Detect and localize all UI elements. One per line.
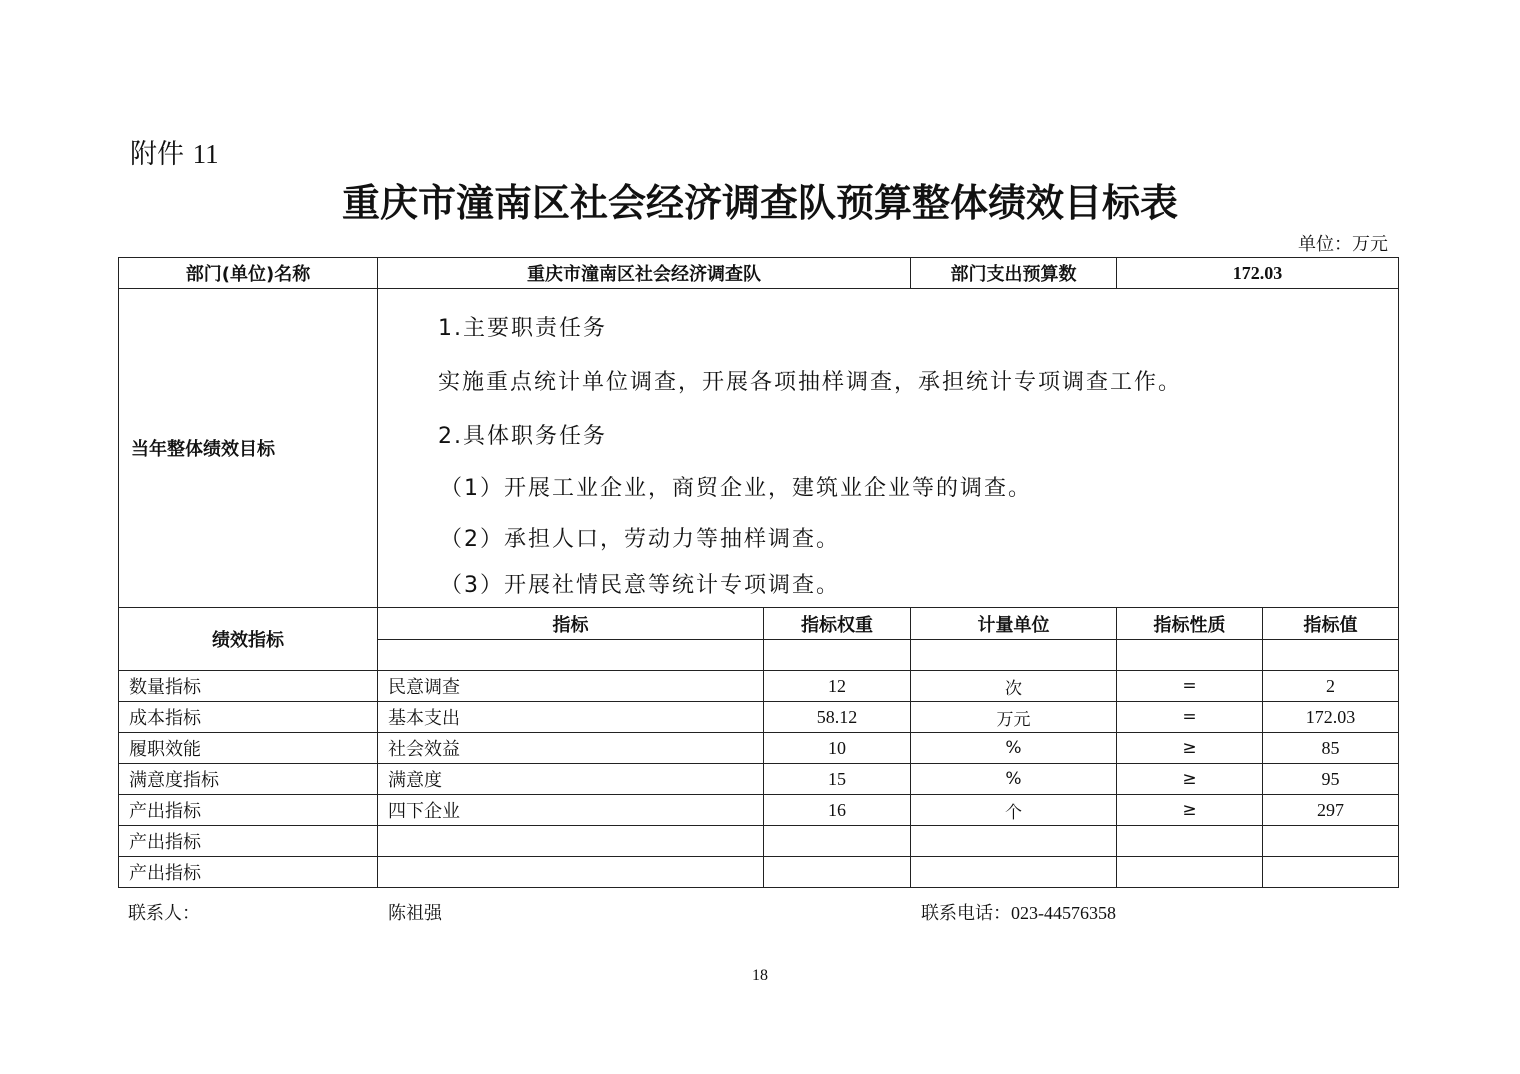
row-nature: = bbox=[1117, 671, 1263, 702]
page-number: 18 bbox=[752, 967, 768, 984]
col-indicator: 指标 bbox=[378, 608, 764, 640]
row-value: 85 bbox=[1263, 733, 1399, 764]
row-category: 履职效能 bbox=[119, 733, 378, 764]
budget-value: 172.03 bbox=[1117, 258, 1399, 289]
col-nature: 指标性质 bbox=[1117, 608, 1263, 640]
table-row bbox=[119, 733, 1399, 764]
row-weight: 16 bbox=[764, 795, 911, 826]
row-category: 产出指标 bbox=[119, 826, 378, 857]
row-name: 基本支出 bbox=[378, 702, 764, 733]
performance-table bbox=[118, 257, 1399, 888]
header-row bbox=[119, 258, 1399, 289]
dept-name-value: 重庆市潼南区社会经济调查队 bbox=[378, 258, 911, 289]
row-category: 数量指标 bbox=[119, 671, 378, 702]
row-weight: 58.12 bbox=[764, 702, 911, 733]
row-value: 2 bbox=[1263, 671, 1399, 702]
attachment-label bbox=[130, 132, 219, 171]
table-row bbox=[119, 671, 1399, 702]
goal-line-5: （2）承担人口，劳动力等抽样调查。 bbox=[440, 527, 840, 552]
row-weight: 12 bbox=[764, 671, 911, 702]
row-name bbox=[378, 857, 764, 888]
row-unit: 次 bbox=[911, 671, 1117, 702]
contact-label: 联系人： bbox=[128, 903, 200, 924]
dept-name-label: 部门(单位)名称 bbox=[119, 258, 378, 289]
row-category: 产出指标 bbox=[119, 795, 378, 826]
row-name bbox=[378, 826, 764, 857]
table-row bbox=[119, 826, 1399, 857]
row-nature: ≥ bbox=[1117, 795, 1263, 826]
row-value: 95 bbox=[1263, 764, 1399, 795]
row-weight bbox=[764, 857, 911, 888]
table-row bbox=[119, 764, 1399, 795]
goal-line-1: 1.主要职责任务 bbox=[438, 316, 607, 341]
page-title: 重庆市潼南区社会经济调查队预算整体绩效目标表 bbox=[341, 180, 1178, 225]
row-nature bbox=[1117, 826, 1263, 857]
attachment-number: 11 bbox=[192, 139, 219, 169]
row-name: 满意度 bbox=[378, 764, 764, 795]
row-category: 满意度指标 bbox=[119, 764, 378, 795]
row-nature bbox=[1117, 857, 1263, 888]
col-value: 指标值 bbox=[1263, 608, 1399, 640]
row-value: 297 bbox=[1263, 795, 1399, 826]
goal-label: 当年整体绩效目标 bbox=[119, 289, 378, 608]
row-category: 产出指标 bbox=[119, 857, 378, 888]
row-name: 四下企业 bbox=[378, 795, 764, 826]
table-row bbox=[119, 795, 1399, 826]
attachment-text: 附件 bbox=[130, 139, 184, 170]
row-name: 民意调查 bbox=[378, 671, 764, 702]
phone-label: 联系电话： bbox=[921, 903, 1011, 924]
indicator-header-row bbox=[119, 608, 1399, 640]
row-name: 社会效益 bbox=[378, 733, 764, 764]
phone-line bbox=[921, 899, 1116, 925]
indicator-label: 绩效指标 bbox=[119, 608, 378, 671]
row-unit bbox=[911, 857, 1117, 888]
col-unit: 计量单位 bbox=[911, 608, 1117, 640]
row-weight bbox=[764, 826, 911, 857]
goal-content bbox=[378, 289, 1399, 608]
row-unit: 万元 bbox=[911, 702, 1117, 733]
budget-label: 部门支出预算数 bbox=[911, 258, 1117, 289]
goal-line-4: （1）开展工业企业，商贸企业，建筑业企业等的调查。 bbox=[440, 476, 1032, 501]
row-nature: ≥ bbox=[1117, 764, 1263, 795]
phone-value: 023-44576358 bbox=[1011, 903, 1116, 923]
row-weight: 15 bbox=[764, 764, 911, 795]
goal-line-2: 实施重点统计单位调查，开展各项抽样调查，承担统计专项调查工作。 bbox=[438, 370, 1183, 395]
row-weight: 10 bbox=[764, 733, 911, 764]
row-unit bbox=[911, 826, 1117, 857]
row-value: 172.03 bbox=[1263, 702, 1399, 733]
row-unit: % bbox=[911, 764, 1117, 795]
row-unit: % bbox=[911, 733, 1117, 764]
row-nature: ≥ bbox=[1117, 733, 1263, 764]
goal-line-3: 2.具体职务任务 bbox=[438, 424, 607, 449]
contact-name: 陈祖强 bbox=[388, 903, 442, 924]
row-unit: 个 bbox=[911, 795, 1117, 826]
goal-line-6: （3）开展社情民意等统计专项调查。 bbox=[440, 573, 840, 598]
table-row bbox=[119, 857, 1399, 888]
row-category: 成本指标 bbox=[119, 702, 378, 733]
goal-row bbox=[119, 289, 1399, 608]
unit-label: 单位：万元 bbox=[1298, 234, 1388, 255]
row-value bbox=[1263, 826, 1399, 857]
row-nature: = bbox=[1117, 702, 1263, 733]
col-weight: 指标权重 bbox=[764, 608, 911, 640]
row-value bbox=[1263, 857, 1399, 888]
table-row bbox=[119, 702, 1399, 733]
